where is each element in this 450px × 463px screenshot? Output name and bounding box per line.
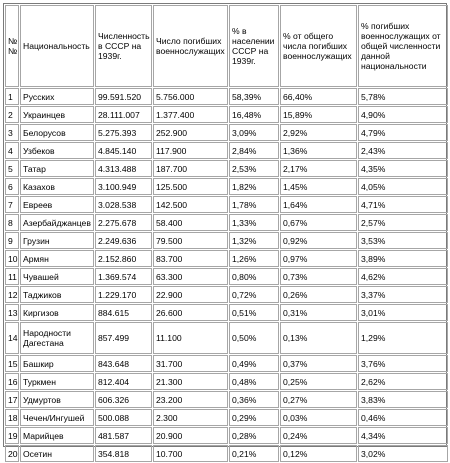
population-1939-cell: 857.499: [95, 322, 152, 354]
killed-servicemen-cell: 2.300: [153, 409, 228, 426]
percent-killed-of-nationality-cell: 3,83%: [358, 391, 448, 408]
row-number-cell: 20: [5, 445, 19, 462]
percent-population-cell: 1,32%: [229, 232, 279, 249]
killed-servicemen-cell: 11.100: [153, 322, 228, 354]
killed-servicemen-cell: 1.377.400: [153, 106, 228, 123]
nationality-name-cell: Удмуртов: [20, 391, 94, 408]
percent-population-cell: 1,78%: [229, 196, 279, 213]
percent-killed-of-nationality-cell: 3,53%: [358, 232, 448, 249]
percent-population-cell: 2,53%: [229, 160, 279, 177]
killed-servicemen-cell: 83.700: [153, 250, 228, 267]
population-1939-cell: 606.326: [95, 391, 152, 408]
nationality-name-cell: Узбеков: [20, 142, 94, 159]
nationality-name-cell: Туркмен: [20, 373, 94, 390]
percent-killed-of-nationality-cell: 2,62%: [358, 373, 448, 390]
table-row: [5, 445, 448, 462]
killed-servicemen-cell: 125.500: [153, 178, 228, 195]
killed-servicemen-cell: 5.756.000: [153, 88, 228, 105]
header-number: № №: [5, 5, 19, 87]
table-row: [5, 232, 448, 249]
row-number-cell: 6: [5, 178, 19, 195]
percent-population-cell: 0,51%: [229, 304, 279, 321]
population-1939-cell: 500.088: [95, 409, 152, 426]
percent-killed-of-nationality-cell: 4,34%: [358, 427, 448, 444]
table-row: [5, 286, 448, 303]
nationality-name-cell: Грузин: [20, 232, 94, 249]
nationality-name-cell: Таджиков: [20, 286, 94, 303]
population-1939-cell: 4.845.140: [95, 142, 152, 159]
row-number-cell: 11: [5, 268, 19, 285]
row-number-cell: 3: [5, 124, 19, 141]
row-number-cell: 14: [5, 322, 19, 354]
killed-servicemen-cell: 79.500: [153, 232, 228, 249]
data-table-container: [3, 3, 447, 459]
percent-killed-of-nationality-cell: 1,29%: [358, 322, 448, 354]
population-1939-cell: 481.587: [95, 427, 152, 444]
percent-of-total-killed-cell: 0,24%: [280, 427, 357, 444]
nationality-name-cell: Чувашей: [20, 268, 94, 285]
percent-population-cell: 0,21%: [229, 445, 279, 462]
table-row: [5, 355, 448, 372]
percent-killed-of-nationality-cell: 5,78%: [358, 88, 448, 105]
percent-killed-of-nationality-cell: 3,37%: [358, 286, 448, 303]
percent-population-cell: 0,28%: [229, 427, 279, 444]
population-1939-cell: 4.313.488: [95, 160, 152, 177]
row-number-cell: 19: [5, 427, 19, 444]
percent-population-cell: 58,39%: [229, 88, 279, 105]
percent-population-cell: 0,49%: [229, 355, 279, 372]
row-number-cell: 10: [5, 250, 19, 267]
percent-killed-of-nationality-cell: 3,02%: [358, 445, 448, 462]
killed-servicemen-cell: 26.600: [153, 304, 228, 321]
nationality-name-cell: Русских: [20, 88, 94, 105]
row-number-cell: 7: [5, 196, 19, 213]
header-population-1939: Численность в СССР на 1939г.: [95, 5, 152, 87]
row-number-cell: 15: [5, 355, 19, 372]
row-number-cell: 9: [5, 232, 19, 249]
row-number-cell: 1: [5, 88, 19, 105]
header-percent-of-total-killed: % от общего числа погибших военнослужащих: [280, 5, 357, 87]
percent-killed-of-nationality-cell: 4,35%: [358, 160, 448, 177]
row-number-cell: 2: [5, 106, 19, 123]
nationalities-table: [4, 4, 449, 463]
percent-of-total-killed-cell: 0,13%: [280, 322, 357, 354]
percent-population-cell: 1,26%: [229, 250, 279, 267]
killed-servicemen-cell: 142.500: [153, 196, 228, 213]
table-row: [5, 214, 448, 231]
population-1939-cell: 3.028.538: [95, 196, 152, 213]
percent-killed-of-nationality-cell: 2,57%: [358, 214, 448, 231]
percent-of-total-killed-cell: 2,92%: [280, 124, 357, 141]
percent-of-total-killed-cell: 66,40%: [280, 88, 357, 105]
percent-of-total-killed-cell: 2,17%: [280, 160, 357, 177]
population-1939-cell: 1.229.170: [95, 286, 152, 303]
table-row: [5, 250, 448, 267]
nationality-name-cell: Белорусов: [20, 124, 94, 141]
killed-servicemen-cell: 252.900: [153, 124, 228, 141]
population-1939-cell: 3.100.949: [95, 178, 152, 195]
population-1939-cell: 2.152.860: [95, 250, 152, 267]
table-row: [5, 427, 448, 444]
nationality-name-cell: Киргизов: [20, 304, 94, 321]
percent-of-total-killed-cell: 0,31%: [280, 304, 357, 321]
percent-killed-of-nationality-cell: 4,79%: [358, 124, 448, 141]
table-row: [5, 322, 448, 354]
killed-servicemen-cell: 31.700: [153, 355, 228, 372]
table-row: [5, 142, 448, 159]
population-1939-cell: 99.591.520: [95, 88, 152, 105]
row-number-cell: 5: [5, 160, 19, 177]
row-number-cell: 12: [5, 286, 19, 303]
table-row: [5, 178, 448, 195]
table-header-row: [5, 5, 448, 87]
population-1939-cell: 354.818: [95, 445, 152, 462]
table-row: [5, 160, 448, 177]
population-1939-cell: 812.404: [95, 373, 152, 390]
table-row: [5, 391, 448, 408]
percent-population-cell: 1,82%: [229, 178, 279, 195]
percent-of-total-killed-cell: 0,26%: [280, 286, 357, 303]
percent-killed-of-nationality-cell: 3,76%: [358, 355, 448, 372]
percent-population-cell: 0,72%: [229, 286, 279, 303]
percent-population-cell: 1,33%: [229, 214, 279, 231]
table-row: [5, 196, 448, 213]
row-number-cell: 18: [5, 409, 19, 426]
percent-of-total-killed-cell: 0,97%: [280, 250, 357, 267]
table-row: [5, 304, 448, 321]
table-row: [5, 88, 448, 105]
population-1939-cell: 843.648: [95, 355, 152, 372]
percent-of-total-killed-cell: 1,45%: [280, 178, 357, 195]
nationality-name-cell: Казахов: [20, 178, 94, 195]
percent-of-total-killed-cell: 0,92%: [280, 232, 357, 249]
nationality-name-cell: Украинцев: [20, 106, 94, 123]
percent-of-total-killed-cell: 1,64%: [280, 196, 357, 213]
killed-servicemen-cell: 58.400: [153, 214, 228, 231]
killed-servicemen-cell: 20.900: [153, 427, 228, 444]
population-1939-cell: 884.615: [95, 304, 152, 321]
percent-killed-of-nationality-cell: 4,05%: [358, 178, 448, 195]
population-1939-cell: 2.249.636: [95, 232, 152, 249]
killed-servicemen-cell: 22.900: [153, 286, 228, 303]
header-killed-servicemen: Число погибших военнослужащих: [153, 5, 228, 87]
nationality-name-cell: Армян: [20, 250, 94, 267]
row-number-cell: 4: [5, 142, 19, 159]
percent-killed-of-nationality-cell: 0,46%: [358, 409, 448, 426]
nationality-name-cell: Марийцев: [20, 427, 94, 444]
killed-servicemen-cell: 63.300: [153, 268, 228, 285]
percent-population-cell: 16,48%: [229, 106, 279, 123]
killed-servicemen-cell: 23.200: [153, 391, 228, 408]
percent-killed-of-nationality-cell: 4,71%: [358, 196, 448, 213]
header-nationality: Национальность: [20, 5, 94, 87]
nationality-name-cell: Народности Дагестана: [20, 322, 94, 354]
percent-of-total-killed-cell: 1,36%: [280, 142, 357, 159]
table-row: [5, 106, 448, 123]
percent-of-total-killed-cell: 15,89%: [280, 106, 357, 123]
population-1939-cell: 1.369.574: [95, 268, 152, 285]
table-row: [5, 373, 448, 390]
killed-servicemen-cell: 10.700: [153, 445, 228, 462]
nationality-name-cell: Татар: [20, 160, 94, 177]
percent-population-cell: 0,29%: [229, 409, 279, 426]
percent-of-total-killed-cell: 0,03%: [280, 409, 357, 426]
row-number-cell: 16: [5, 373, 19, 390]
percent-population-cell: 0,36%: [229, 391, 279, 408]
nationality-name-cell: Осетин: [20, 445, 94, 462]
population-1939-cell: 5.275.393: [95, 124, 152, 141]
percent-of-total-killed-cell: 0,27%: [280, 391, 357, 408]
percent-killed-of-nationality-cell: 3,89%: [358, 250, 448, 267]
population-1939-cell: 28.111.007: [95, 106, 152, 123]
percent-population-cell: 0,50%: [229, 322, 279, 354]
header-percent-population: % в населении СССР на 1939г.: [229, 5, 279, 87]
percent-killed-of-nationality-cell: 4,62%: [358, 268, 448, 285]
nationality-name-cell: Башкир: [20, 355, 94, 372]
percent-population-cell: 0,80%: [229, 268, 279, 285]
killed-servicemen-cell: 21.300: [153, 373, 228, 390]
header-percent-killed-of-nationality: % погибших военнослужащих от общей численности данной национальности: [358, 5, 448, 87]
killed-servicemen-cell: 117.900: [153, 142, 228, 159]
row-number-cell: 13: [5, 304, 19, 321]
percent-population-cell: 0,48%: [229, 373, 279, 390]
table-body: [5, 88, 448, 462]
percent-killed-of-nationality-cell: 4,90%: [358, 106, 448, 123]
percent-killed-of-nationality-cell: 2,43%: [358, 142, 448, 159]
nationality-name-cell: Чечен/Ингушей: [20, 409, 94, 426]
percent-of-total-killed-cell: 0,67%: [280, 214, 357, 231]
table-row: [5, 409, 448, 426]
table-row: [5, 124, 448, 141]
percent-population-cell: 3,09%: [229, 124, 279, 141]
nationality-name-cell: Азербайджанцев: [20, 214, 94, 231]
row-number-cell: 8: [5, 214, 19, 231]
percent-killed-of-nationality-cell: 3,01%: [358, 304, 448, 321]
row-number-cell: 17: [5, 391, 19, 408]
percent-of-total-killed-cell: 0,12%: [280, 445, 357, 462]
percent-of-total-killed-cell: 0,73%: [280, 268, 357, 285]
table-row: [5, 268, 448, 285]
percent-of-total-killed-cell: 0,25%: [280, 373, 357, 390]
percent-of-total-killed-cell: 0,37%: [280, 355, 357, 372]
nationality-name-cell: Евреев: [20, 196, 94, 213]
killed-servicemen-cell: 187.700: [153, 160, 228, 177]
percent-population-cell: 2,84%: [229, 142, 279, 159]
population-1939-cell: 2.275.678: [95, 214, 152, 231]
